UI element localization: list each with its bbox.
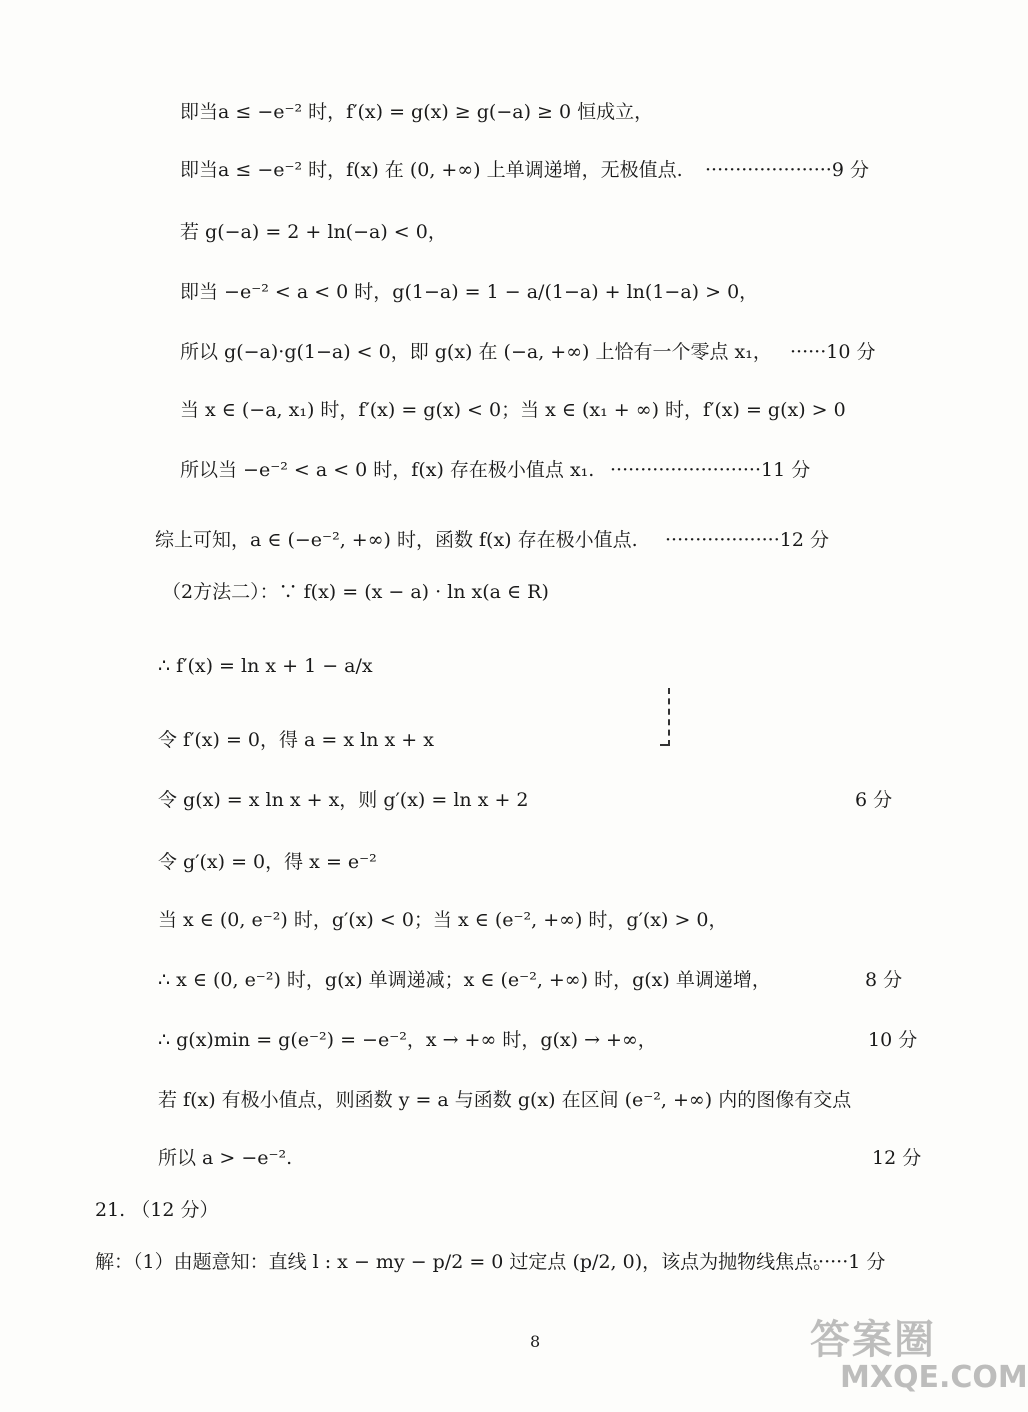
line-12-score: 6 分 — [855, 789, 893, 811]
line-11: 令 f′(x) = 0，得 a = x ln x + x — [158, 729, 434, 751]
scan-mark — [660, 688, 670, 746]
line-7: 所以当 −e⁻² < a < 0 时，f(x) 存在极小值点 x₁. — [180, 459, 595, 481]
line-16: ∴ g(x)min = g(e⁻²) = −e⁻²，x → +∞ 时，g(x) → +∞， — [158, 1029, 657, 1051]
line-20-score: ······1 分 — [812, 1251, 886, 1273]
question-21-heading: 21. （12 分） — [95, 1199, 219, 1221]
line-18-score: 12 分 — [872, 1147, 922, 1169]
line-5: 所以 g(−a)·g(1−a) < 0，即 g(x) 在 (−a, +∞) 上恰有一个零点 x₁， — [180, 341, 772, 363]
watermark — [800, 1308, 1028, 1404]
line-14: 当 x ∈ (0, e⁻²) 时，g′(x) < 0；当 x ∈ (e⁻², +∞) 时，g′(x) > 0， — [158, 909, 728, 931]
watermark-domain: MXQE.COM — [840, 1360, 1028, 1395]
line-13: 令 g′(x) = 0，得 x = e⁻² — [158, 851, 377, 873]
watermark-logo: 答案圈 — [810, 1317, 936, 1363]
line-2-score: ·····················9 分 — [705, 159, 869, 181]
line-15-score: 8 分 — [865, 969, 903, 991]
line-3: 若 g(−a) = 2 + ln(−a) < 0， — [180, 221, 447, 243]
line-2: 即当a ≤ −e⁻² 时，f(x) 在 (0, +∞) 上单调递增，无极值点. — [180, 159, 683, 181]
line-8-score: ···················12 分 — [665, 529, 829, 551]
page-number: 8 — [530, 1332, 541, 1351]
line-12: 令 g(x) = x ln x + x，则 g′(x) = ln x + 2 — [158, 789, 529, 811]
line-16-score: 10 分 — [868, 1029, 918, 1051]
line-8: 综上可知，a ∈ (−e⁻², +∞) 时，函数 f(x) 存在极小值点. — [155, 529, 638, 551]
line-15: ∴ x ∈ (0, e⁻²) 时，g(x) 单调递减；x ∈ (e⁻², +∞) 时，g(x) 单调递增， — [158, 969, 771, 991]
line-5-score: ······10 分 — [790, 341, 876, 363]
line-9: （2方法二）：∵ f(x) = (x − a) · ln x(a ∈ R) — [162, 581, 549, 603]
line-1: 即当a ≤ −e⁻² 时，f′(x) = g(x) ≥ g(−a) ≥ 0 恒成立， — [180, 101, 654, 123]
line-10: ∴ f′(x) = ln x + 1 − a/x — [158, 655, 373, 677]
line-18: 所以 a > −e⁻². — [158, 1147, 293, 1169]
line-7-score: ·························11 分 — [610, 459, 811, 481]
line-6: 当 x ∈ (−a, x₁) 时，f′(x) = g(x) < 0；当 x ∈ (x₁ + ∞) 时，f′(x) = g(x) > 0 — [180, 399, 846, 421]
line-17: 若 f(x) 有极小值点，则函数 y = a 与函数 g(x) 在区间 (e⁻², +∞) 内的图像有交点 — [158, 1089, 852, 1111]
line-20: 解：（1）由题意知：直线 l : x − my − p/2 = 0 过定点 (p/2, 0)，该点为抛物线焦点。 — [95, 1251, 833, 1273]
line-4: 即当 −e⁻² < a < 0 时，g(1−a) = 1 − a/(1−a) + ln(1−a) > 0， — [180, 281, 759, 303]
